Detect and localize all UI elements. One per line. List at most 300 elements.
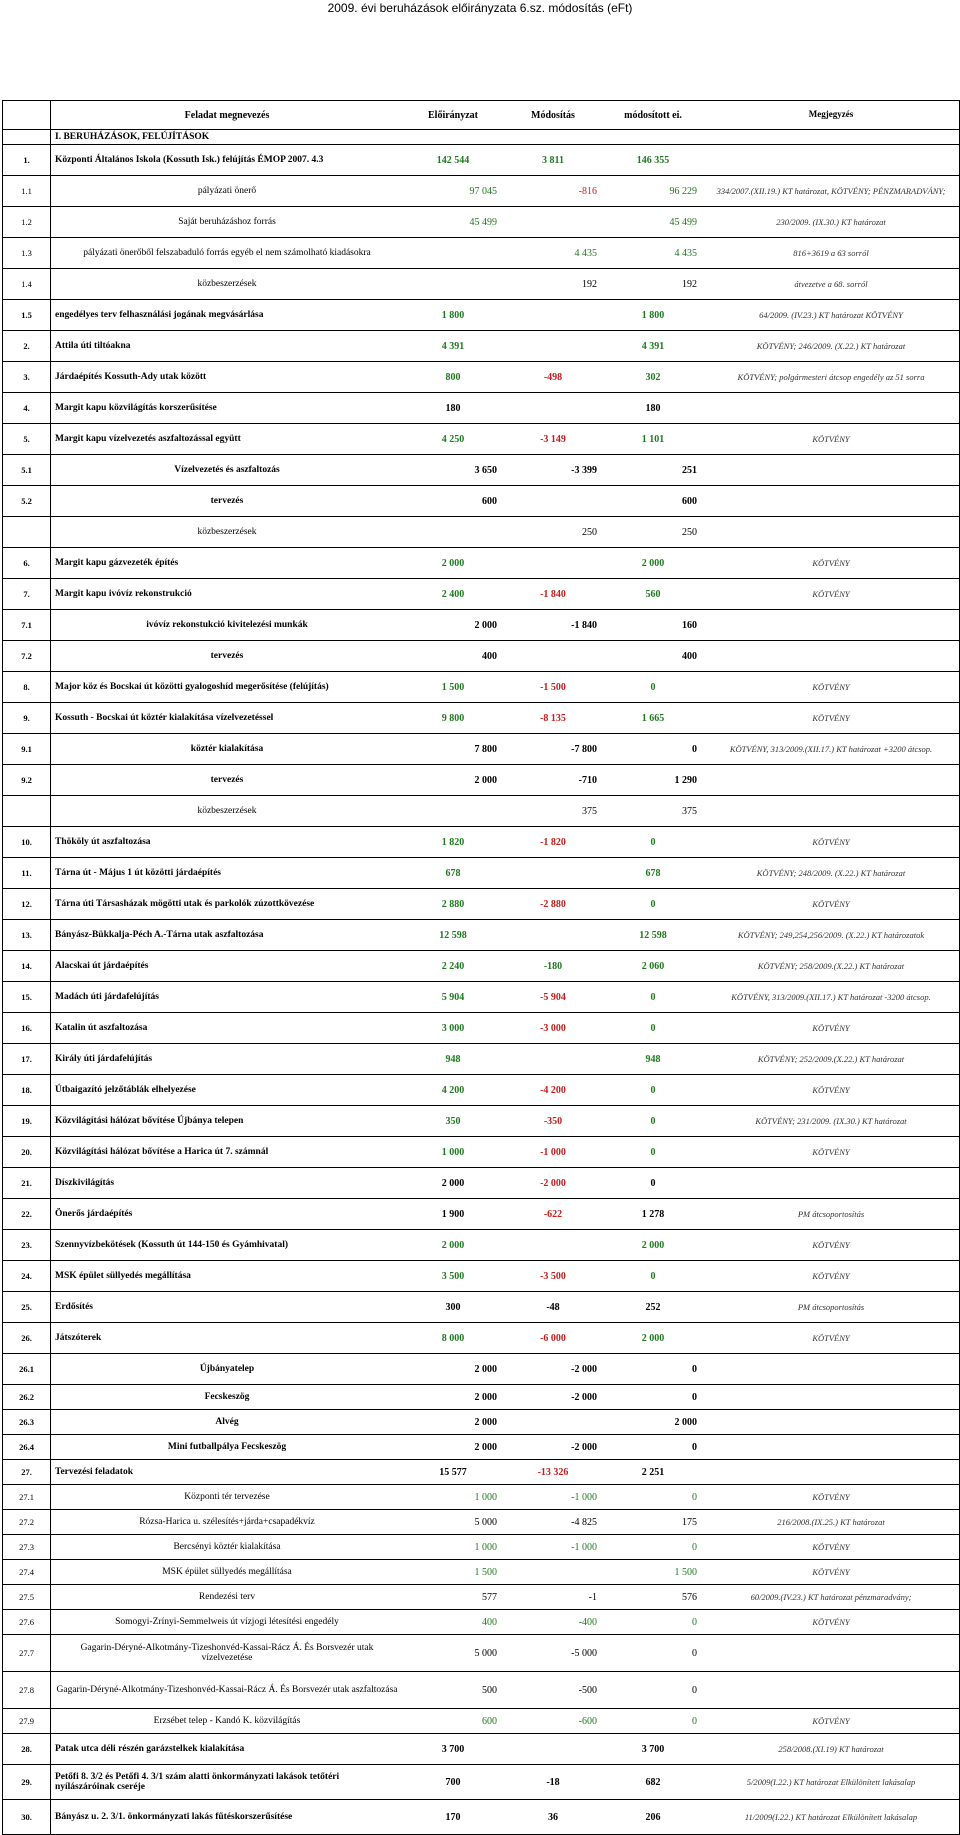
row-number: 6. xyxy=(3,548,51,578)
row-modified-appropriation: 400 xyxy=(682,650,697,662)
row-appropriation: 3 650 xyxy=(474,464,497,476)
row-appropriation: 3 700 xyxy=(441,1743,465,1755)
row-appropriation: 15 577 xyxy=(439,1466,467,1478)
row-appropriation: 3 000 xyxy=(441,1022,465,1034)
row-remark: KÖTVÉNY; 249,254,256/2009. (X.22.) KT határozatok xyxy=(737,929,925,940)
row-number: 26. xyxy=(3,1323,51,1353)
row-appropriation: 2 000 xyxy=(474,1416,497,1428)
row-task-name: Patak utca déli részén garázstelkek kialakítása xyxy=(55,1744,245,1754)
row-modification: -710 xyxy=(578,774,597,786)
row-remark: KÖTVÉNY xyxy=(812,1566,850,1577)
row-appropriation: 45 499 xyxy=(469,216,497,228)
row-remark: KÖTVÉNY xyxy=(812,1022,850,1033)
row-modification: -4 825 xyxy=(571,1516,597,1528)
table-row xyxy=(3,1168,959,1199)
row-task-name: közbeszerzések xyxy=(197,806,257,816)
row-task-name: Tervezési feladatok xyxy=(55,1467,134,1477)
row-number: 27.3 xyxy=(3,1535,51,1559)
row-remark xyxy=(703,1354,959,1384)
table-row xyxy=(3,920,959,951)
table-row xyxy=(3,1199,959,1230)
row-task-name: Járdaépítés Kossuth-Ady utak között xyxy=(55,372,207,382)
row-remark: KÖTVÉNY xyxy=(812,681,850,692)
row-number: 15. xyxy=(3,982,51,1012)
row-number: 8. xyxy=(3,672,51,702)
row-task-name: Margit kapu ivóvíz rekonstrukció xyxy=(55,589,192,599)
row-modified-appropriation: 0 xyxy=(692,1491,697,1503)
table-row xyxy=(3,145,959,176)
table-row xyxy=(3,1800,959,1835)
row-task-name: Tárna út - Május 1 út közötti járdaépítés xyxy=(55,868,221,878)
table-row xyxy=(3,1261,959,1292)
table-row xyxy=(3,1635,959,1672)
row-task-name: Major köz és Bocskai út közötti gyalogoshíd megerősítése (felújítás) xyxy=(55,682,329,692)
row-task-name: köztér kialakítása xyxy=(190,744,264,754)
row-task-name: Attila úti tiltóakna xyxy=(55,341,131,351)
section-number-cell xyxy=(3,130,51,144)
row-remark xyxy=(703,1635,959,1671)
row-modified-appropriation: 302 xyxy=(645,371,661,383)
row-remark: KÖTVÉNY; polgármesteri átcsop engedély az 51 sorra xyxy=(737,371,925,382)
row-number: 22. xyxy=(3,1199,51,1229)
row-task-name: Bercsényi köztér kialakítása xyxy=(173,1542,281,1552)
row-number: 21. xyxy=(3,1168,51,1198)
table-row xyxy=(3,1734,959,1765)
row-number: 9. xyxy=(3,703,51,733)
row-remark: KÖTVÉNY; 246/2009. (X.22.) KT határozat xyxy=(756,340,906,351)
row-appropriation: 948 xyxy=(445,1053,461,1065)
row-modification: -13 326 xyxy=(537,1466,569,1478)
row-number: 4. xyxy=(3,393,51,423)
row-task-name: Margit kapu vízelvezetés aszfaltozással együtt xyxy=(55,434,241,444)
table-row xyxy=(3,1230,959,1261)
row-task-name: Erdősítés xyxy=(55,1302,93,1312)
row-number: 16. xyxy=(3,1013,51,1043)
row-remark: KÖTVÉNY, 313/2009.(XII.17.) KT határozat +3200 átcsop. xyxy=(729,743,933,754)
row-remark xyxy=(703,517,959,547)
row-task-name: Központi tér tervezése xyxy=(184,1492,270,1502)
row-appropriation: 2 000 xyxy=(474,774,497,786)
row-modified-appropriation: 0 xyxy=(650,836,656,848)
row-modified-appropriation: 0 xyxy=(650,1115,656,1127)
row-task-name: Margit kapu közvilágítás korszerűsítése xyxy=(55,403,217,413)
row-task-name: Erzsébet telep - Kandó K. közvilágítás xyxy=(153,1716,301,1726)
table-row xyxy=(3,362,959,393)
row-modified-appropriation: 3 700 xyxy=(641,1743,665,1755)
table-row xyxy=(3,672,959,703)
row-number xyxy=(3,796,51,826)
row-number: 11. xyxy=(3,858,51,888)
row-modified-appropriation: 96 229 xyxy=(669,185,697,197)
row-modified-appropriation: 4 391 xyxy=(641,340,665,352)
row-modified-appropriation: 1 665 xyxy=(641,712,665,724)
row-modification: -600 xyxy=(578,1715,597,1727)
row-number: 1.1 xyxy=(3,176,51,206)
row-modified-appropriation: 576 xyxy=(682,1591,697,1603)
row-number: 27.2 xyxy=(3,1510,51,1534)
table-row xyxy=(3,548,959,579)
row-remark xyxy=(703,1435,959,1459)
row-task-name: tervezés xyxy=(210,496,244,506)
row-appropriation: 300 xyxy=(445,1301,461,1313)
table-row xyxy=(3,1354,959,1385)
row-task-name: engedélyes terv felhasználási jogának megvásárlása xyxy=(55,310,264,320)
row-modified-appropriation: 0 xyxy=(650,1084,656,1096)
row-number: 1. xyxy=(3,145,51,175)
row-number: 27.6 xyxy=(3,1610,51,1634)
row-task-name: Saját beruházáshoz forrás xyxy=(178,217,276,227)
row-modification: -180 xyxy=(543,960,563,972)
row-appropriation: 700 xyxy=(445,1776,461,1788)
row-number: 1.4 xyxy=(3,269,51,299)
row-remark: KÖTVÉNY xyxy=(812,588,850,599)
row-modification xyxy=(503,486,603,516)
row-task-name: Margit kapu gázvezeték építés xyxy=(55,558,179,568)
table-row xyxy=(3,1435,959,1460)
budget-table xyxy=(2,100,960,1835)
section-empty-cell xyxy=(403,130,503,144)
row-number: 20. xyxy=(3,1137,51,1167)
row-appropriation: 1 000 xyxy=(474,1491,497,1503)
row-task-name: Tárna úti Társasházak mögötti utak és parkolók zúzottkövezése xyxy=(55,899,315,909)
row-remark: 5/2009(I.22.) KT határozat Elkülönített lakásalap xyxy=(746,1776,916,1787)
row-number: 24. xyxy=(3,1261,51,1291)
row-task-name: Somogyi-Zrínyi-Semmelweis út vízjogi létesítési engedély xyxy=(115,1617,339,1627)
row-appropriation: 400 xyxy=(482,650,497,662)
row-remark: KÖTVÉNY xyxy=(812,1084,850,1095)
row-remark xyxy=(703,1410,959,1434)
row-appropriation: 2 000 xyxy=(474,1363,497,1375)
row-appropriation: 12 598 xyxy=(439,929,467,941)
row-modified-appropriation: 0 xyxy=(650,991,656,1003)
row-modified-appropriation: 0 xyxy=(692,743,697,755)
row-modification: -1 000 xyxy=(571,1491,597,1503)
row-remark: KÖTVÉNY; 258/2009.(X.22.) KT határozat xyxy=(757,960,905,971)
row-modified-appropriation: 2 000 xyxy=(641,1239,665,1251)
row-remark xyxy=(703,393,959,423)
table-row xyxy=(3,1535,959,1560)
row-appropriation: 2 000 xyxy=(474,619,497,631)
row-task-name: Bányász u. 2. 3/1. önkormányzati lakás fűtéskorszerűsítése xyxy=(55,1812,293,1822)
row-number: 27.7 xyxy=(3,1635,51,1671)
section-empty-cell xyxy=(503,130,603,144)
row-remark xyxy=(703,1460,959,1484)
row-remark: KÖTVÉNY; 231/2009. (IX.30.) KT határozat xyxy=(755,1115,907,1126)
table-row xyxy=(3,1044,959,1075)
row-modification xyxy=(503,1410,603,1434)
row-modification: -1 840 xyxy=(571,619,597,631)
row-modified-appropriation: 678 xyxy=(645,867,661,879)
row-modification xyxy=(503,1560,603,1584)
row-number: 7. xyxy=(3,579,51,609)
table-row xyxy=(3,1137,959,1168)
row-appropriation: 7 800 xyxy=(474,743,497,755)
row-modification: -1 820 xyxy=(540,836,566,848)
row-remark: KÖTVÉNY xyxy=(812,712,850,723)
row-modified-appropriation: 12 598 xyxy=(639,929,667,941)
row-remark: 216/2008.(IX.25.) KT határozat xyxy=(777,1516,885,1527)
row-modification: -2 000 xyxy=(540,1177,566,1189)
row-modification: -350 xyxy=(543,1115,563,1127)
row-modification: 4 435 xyxy=(574,247,597,259)
row-appropriation: 180 xyxy=(445,402,461,414)
row-task-name: ivóvíz rekonstukció kivitelezési munkák xyxy=(146,620,308,630)
row-number: 12. xyxy=(3,889,51,919)
row-task-name: Gagarin-Déryné-Alkotmány-Tizeshonvéd-Kassai-Rácz Á. És Borsvezér utak vízelvezetése xyxy=(80,1643,374,1663)
row-task-name: Katalin út aszfaltozása xyxy=(55,1023,148,1033)
row-modified-appropriation: 0 xyxy=(650,1146,656,1158)
table-row xyxy=(3,1709,959,1734)
row-remark: átvezetve a 68. sorról xyxy=(794,278,868,289)
row-modification: -1 840 xyxy=(540,588,566,600)
row-task-name: Központi Általános Iskola (Kossuth Isk.) felújítás ÉMOP 2007. 4.3 xyxy=(55,155,324,165)
row-task-name: Útbaigazító jelzőtáblák elhelyezése xyxy=(55,1085,196,1095)
row-task-name: Thököly út aszfaltozása xyxy=(55,837,151,847)
row-number: 13. xyxy=(3,920,51,950)
row-remark: 64/2009. (IV.23.) KT határozat KÖTVÉNY xyxy=(759,309,903,320)
row-task-name: Alacskai út járdaépítés xyxy=(55,961,149,971)
row-number: 9.2 xyxy=(3,765,51,795)
table-row xyxy=(3,1075,959,1106)
row-modification: -1 000 xyxy=(571,1541,597,1553)
row-modification: -5 000 xyxy=(571,1647,597,1659)
row-remark xyxy=(703,641,959,671)
row-modification: -500 xyxy=(578,1684,597,1696)
row-modified-appropriation: 2 000 xyxy=(674,1416,697,1428)
row-modified-appropriation: 251 xyxy=(682,464,697,476)
row-appropriation: 5 000 xyxy=(474,1516,497,1528)
row-appropriation: 2 000 xyxy=(474,1441,497,1453)
table-row xyxy=(3,1560,959,1585)
row-modified-appropriation: 0 xyxy=(692,1647,697,1659)
row-remark: KÖTVÉNY xyxy=(812,898,850,909)
row-appropriation: 1 820 xyxy=(441,836,465,848)
row-remark: KÖTVÉNY xyxy=(812,836,850,847)
table-row xyxy=(3,486,959,517)
row-remark: KÖTVÉNY xyxy=(812,1616,850,1627)
table-row xyxy=(3,579,959,610)
row-number: 26.4 xyxy=(3,1435,51,1459)
row-appropriation: 2 880 xyxy=(441,898,465,910)
row-number: 19. xyxy=(3,1106,51,1136)
table-row xyxy=(3,1510,959,1535)
table-row xyxy=(3,827,959,858)
row-modification xyxy=(503,207,603,237)
document-title: 2009. évi beruházások előirányzata 6.sz. módosítás (eFt) xyxy=(327,1,633,15)
row-task-name: Játszóterek xyxy=(55,1333,102,1343)
row-remark: 258/2008.(XI.19) KT határozat xyxy=(778,1743,884,1754)
row-task-name: Petőfi 8. 3/2 és Petőfi 4. 3/1 szám alatti önkormányzati lakások tetőtéri nyílászáróinak cseréje xyxy=(55,1772,340,1792)
table-row xyxy=(3,331,959,362)
table-row xyxy=(3,1106,959,1137)
row-modification: -3 399 xyxy=(571,464,597,476)
row-modified-appropriation: 0 xyxy=(692,1616,697,1628)
table-row xyxy=(3,424,959,455)
row-remark xyxy=(703,1168,959,1198)
row-appropriation: 4 391 xyxy=(441,340,465,352)
row-number: 27.1 xyxy=(3,1485,51,1509)
row-remark: KÖTVÉNY; 252/2009.(X.22.) KT határozat xyxy=(757,1053,905,1064)
row-modification: -498 xyxy=(543,371,563,383)
table-row xyxy=(3,641,959,672)
table-row xyxy=(3,982,959,1013)
row-number: 17. xyxy=(3,1044,51,1074)
table-row xyxy=(3,1765,959,1800)
row-modification: -3 149 xyxy=(540,433,566,445)
row-remark xyxy=(703,1672,959,1708)
row-modified-appropriation: 180 xyxy=(645,402,661,414)
row-number: 18. xyxy=(3,1075,51,1105)
header-appropriation: Előirányzat xyxy=(428,109,478,121)
table-row xyxy=(3,455,959,486)
row-modified-appropriation: 160 xyxy=(682,619,697,631)
row-remark: PM átcsoportosítás xyxy=(797,1208,865,1219)
row-number: 5.1 xyxy=(3,455,51,485)
row-appropriation: 4 250 xyxy=(441,433,465,445)
row-remark: KÖTVÉNY xyxy=(812,1332,850,1343)
row-modification xyxy=(503,641,603,671)
table-row xyxy=(3,207,959,238)
row-task-name: Rendezési terv xyxy=(198,1592,256,1602)
row-modification: -2 880 xyxy=(540,898,566,910)
section-empty-cell xyxy=(703,130,959,144)
row-task-name: Újbányatelep xyxy=(199,1364,255,1374)
row-remark xyxy=(703,765,959,795)
row-modification xyxy=(503,548,603,578)
row-modified-appropriation: 45 499 xyxy=(669,216,697,228)
row-modification xyxy=(503,1044,603,1074)
row-number: 26.1 xyxy=(3,1354,51,1384)
header-modified-appropriation: módosított ei. xyxy=(624,109,682,121)
row-modification xyxy=(503,331,603,361)
row-appropriation xyxy=(403,238,503,268)
row-modified-appropriation: 0 xyxy=(650,681,656,693)
row-modification: -8 135 xyxy=(540,712,566,724)
row-appropriation: 3 500 xyxy=(441,1270,465,1282)
row-appropriation: 2 240 xyxy=(441,960,465,972)
row-task-name: közbeszerzések xyxy=(197,527,257,537)
row-appropriation xyxy=(403,796,503,826)
row-modified-appropriation: 0 xyxy=(650,898,656,910)
row-remark: 60/2009.(IV.23.) KT határozat pénzmaradvány; xyxy=(750,1591,912,1602)
row-modified-appropriation: 1 800 xyxy=(641,309,665,321)
row-task-name: közbeszerzések xyxy=(197,279,257,289)
table-row xyxy=(3,176,959,207)
row-modified-appropriation: 1 101 xyxy=(641,433,665,445)
row-modification: -2 000 xyxy=(571,1363,597,1375)
row-modified-appropriation: 252 xyxy=(645,1301,661,1313)
row-remark: 230/2009. (IX.30.) KT határozat xyxy=(776,216,886,227)
row-appropriation: 2 000 xyxy=(474,1391,497,1403)
row-modified-appropriation: 175 xyxy=(682,1516,697,1528)
table-row xyxy=(3,765,959,796)
row-modification: -18 xyxy=(546,1776,560,1788)
row-modified-appropriation: 0 xyxy=(692,1363,697,1375)
row-appropriation: 600 xyxy=(482,495,497,507)
table-row xyxy=(3,1460,959,1485)
table-row xyxy=(3,300,959,331)
header-remark: Megjegyzés xyxy=(808,109,854,120)
table-row xyxy=(3,610,959,641)
row-modification: -7 800 xyxy=(571,743,597,755)
row-number: 14. xyxy=(3,951,51,981)
row-appropriation: 1 800 xyxy=(441,309,465,321)
row-modification: -5 904 xyxy=(540,991,566,1003)
row-appropriation: 350 xyxy=(445,1115,461,1127)
row-modified-appropriation: 2 000 xyxy=(641,557,665,569)
row-modification: -4 200 xyxy=(540,1084,566,1096)
row-modified-appropriation: 4 435 xyxy=(674,247,697,259)
row-task-name: Közvilágítási hálózat bővítése Újbánya telepen xyxy=(55,1116,244,1126)
row-modified-appropriation: 0 xyxy=(650,1177,656,1189)
row-modification xyxy=(503,920,603,950)
row-appropriation: 2 000 xyxy=(441,557,465,569)
row-remark xyxy=(703,610,959,640)
row-task-name: Kossuth - Bocskai út köztér kialakítása vízelvezetéssel xyxy=(55,713,274,723)
table-row xyxy=(3,703,959,734)
table-header-row xyxy=(3,101,959,130)
row-modified-appropriation: 192 xyxy=(682,278,697,290)
row-number: 3. xyxy=(3,362,51,392)
row-modification: -3 500 xyxy=(540,1270,566,1282)
row-modified-appropriation: 375 xyxy=(682,805,697,817)
row-remark: KÖTVÉNY xyxy=(812,557,850,568)
row-modified-appropriation: 948 xyxy=(645,1053,661,1065)
row-remark: KÖTVÉNY xyxy=(812,1239,850,1250)
row-modified-appropriation: 0 xyxy=(692,1541,697,1553)
row-modified-appropriation: 0 xyxy=(692,1391,697,1403)
row-modified-appropriation: 2 251 xyxy=(641,1466,665,1478)
table-row xyxy=(3,238,959,269)
row-number: 27.5 xyxy=(3,1585,51,1609)
row-number xyxy=(3,517,51,547)
row-modification: 375 xyxy=(582,805,597,817)
row-number: 5. xyxy=(3,424,51,454)
section-heading-row xyxy=(3,130,959,145)
row-number: 27.8 xyxy=(3,1672,51,1708)
row-remark xyxy=(703,486,959,516)
row-modified-appropriation: 2 060 xyxy=(641,960,665,972)
row-task-name: Szennyvízbekötések (Kossuth út 144-150 és Gyámhivatal) xyxy=(55,1240,289,1250)
row-appropriation: 8 000 xyxy=(441,1332,465,1344)
row-appropriation xyxy=(403,517,503,547)
row-task-name: MSK épület süllyedés megállítása xyxy=(162,1567,292,1577)
row-modification: 3 811 xyxy=(542,154,564,166)
row-number: 25. xyxy=(3,1292,51,1322)
row-appropriation: 1 900 xyxy=(441,1208,465,1220)
row-appropriation: 1 500 xyxy=(441,681,465,693)
row-appropriation: 400 xyxy=(482,1616,497,1628)
row-remark: KÖTVÉNY; 248/2009. (X.22.) KT határozat xyxy=(756,867,906,878)
row-modification: -6 000 xyxy=(540,1332,566,1344)
row-task-name: Gagarin-Déryné-Alkotmány-Tizeshonvéd-Kassai-Rácz Á. És Borsvezér utak aszfaltozása xyxy=(56,1685,398,1695)
row-modified-appropriation: 600 xyxy=(682,495,697,507)
row-task-name: Fecskeszög xyxy=(204,1392,250,1402)
row-task-name: Madách úti járdafelújítás xyxy=(55,992,159,1002)
row-appropriation: 1 500 xyxy=(474,1566,497,1578)
row-modification xyxy=(503,858,603,888)
header-modification: Módosítás xyxy=(531,109,575,121)
row-appropriation: 800 xyxy=(445,371,461,383)
row-appropriation: 500 xyxy=(482,1684,497,1696)
table-row xyxy=(3,1485,959,1510)
row-number: 7.2 xyxy=(3,641,51,671)
table-row xyxy=(3,858,959,889)
row-number: 9.1 xyxy=(3,734,51,764)
table-row xyxy=(3,1292,959,1323)
row-task-name: MSK épület süllyedés megállítása xyxy=(55,1271,191,1281)
row-number: 5.2 xyxy=(3,486,51,516)
